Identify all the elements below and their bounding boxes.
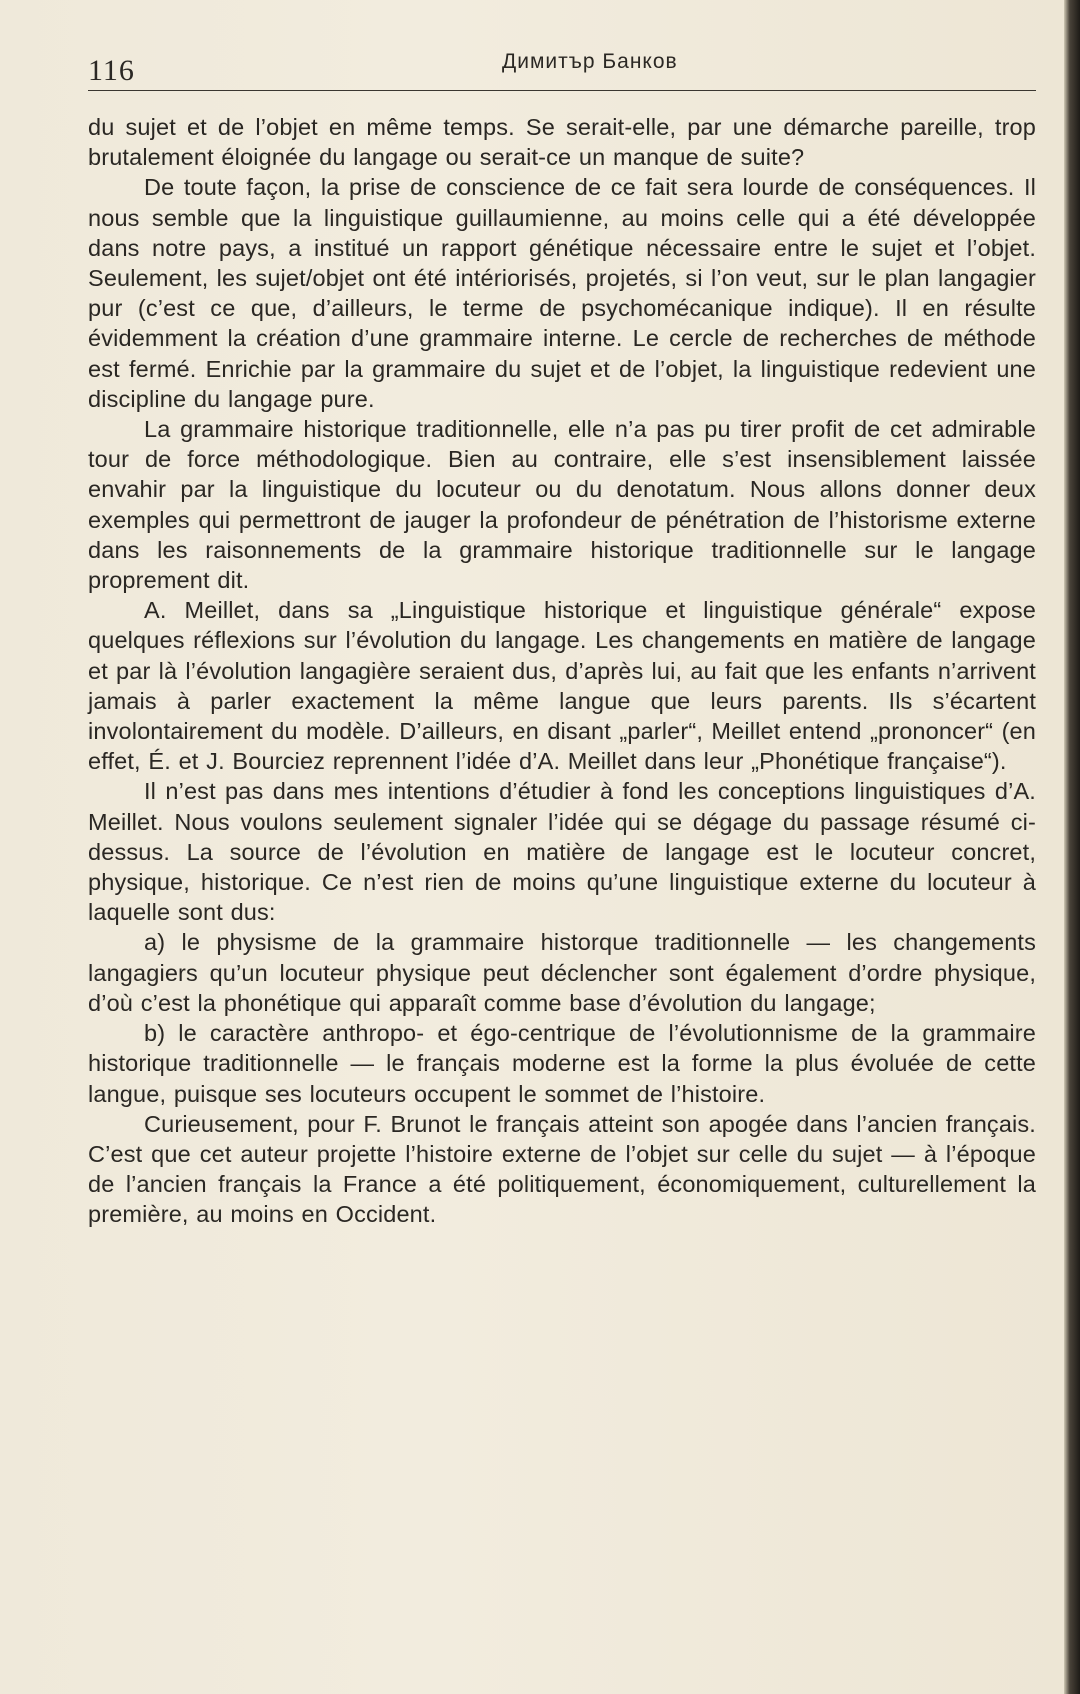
paragraph: Curieusement, pour F. Brunot le français atteint son apogée dans l’ancien français. C’est que cet auteur projette l’histoire externe de l’objet sur celle du sujet — à l’époque de l’ancien français la France a été politiquement, économiquement, culturellement la première, au moins en Occident. bbox=[88, 1110, 1036, 1228]
running-title: Димитър Банков bbox=[502, 50, 678, 73]
page-edge-shadow bbox=[1064, 0, 1080, 1694]
page-number: 116 bbox=[88, 54, 135, 87]
page-header bbox=[88, 50, 1036, 94]
paragraph: du sujet et de l’objet en même temps. Se serait-elle, par une démarche pareille, trop brutalement éloignée du langage ou serait-ce un manque de suite? bbox=[88, 114, 1036, 171]
list-item-a: a) le physisme de la grammaire historque traditionnelle — les changements langagiers qu’un locuteur physique peut déclencher sont également d’ordre physique, d’où c’est la phonétique qui apparaît comme base d’évolution du langage; bbox=[88, 929, 1036, 1016]
paragraph: Il n’est pas dans mes intentions d’étudier à fond les conceptions linguistiques d’A. Meillet. Nous voulons seulement signaler l’idée qui se dégage du passage résumé ci-dessus. La source de l’évolution en matière de langage est le locuteur concret, physique, historique. Ce n’est rien de moins qu’une linguistique externe du locuteur à laquelle sont dus: bbox=[88, 778, 1036, 926]
body-text bbox=[88, 112, 1036, 1230]
list-item-b: b) le caractère anthropo- et égo-centrique de l’évolutionnisme de la grammaire historique traditionnelle — le français moderne est la forme la plus évoluée de cette langue, puisque ses locuteurs occupent le sommet de l’histoire. bbox=[88, 1020, 1036, 1107]
header-rule bbox=[88, 90, 1036, 91]
paragraph: De toute façon, la prise de conscience de ce fait sera lourde de conséquences. Il nous semble que la linguistique guillaumienne, au moins celle qui a été développée dans notre pays, a institué un rapport génétique nécessaire entre le sujet et l’objet. Seulement, les sujet/objet ont été intériorisés, projetés, si l’on veut, sur le plan langagier pur (c’est ce que, d’ailleurs, le terme de psychomécanique indique). Il en résulte évidemment la création d’une grammaire interne. Le cercle de recherches de méthode est fermé. Enrichie par la grammaire du sujet et de l’objet, la linguistique redevient une discipline du langage pure. bbox=[88, 174, 1036, 412]
paragraph: La grammaire historique traditionnelle, elle n’a pas pu tirer profit de cet admirable tour de force méthodologique. Bien au contraire, elle s’est insensiblement laissée envahir par la linguistique du locuteur ou du denotatum. Nous allons donner deux exemples qui permettront de jauger la profondeur de pénétration de l’historisme externe dans les raisonnements de la grammaire historique traditionnelle sur le langage proprement dit. bbox=[88, 416, 1036, 594]
paragraph: A. Meillet, dans sa „Linguistique historique et linguistique générale“ expose quelques réflexions sur l’évolution du langage. Les changements en matière de langage et par là l’évolution langagière seraient dus, d’après lui, au fait que les enfants n’arrivent jamais à parler exactement la même langue que leurs parents. Ils s’écartent involontairement du modèle. D’ailleurs, en disant „parler“, Meillet entend „prononcer“ (en effet, É. et J. Bourciez reprennent l’idée d’A. Meillet dans leur „Phonétique française“). bbox=[88, 597, 1036, 775]
